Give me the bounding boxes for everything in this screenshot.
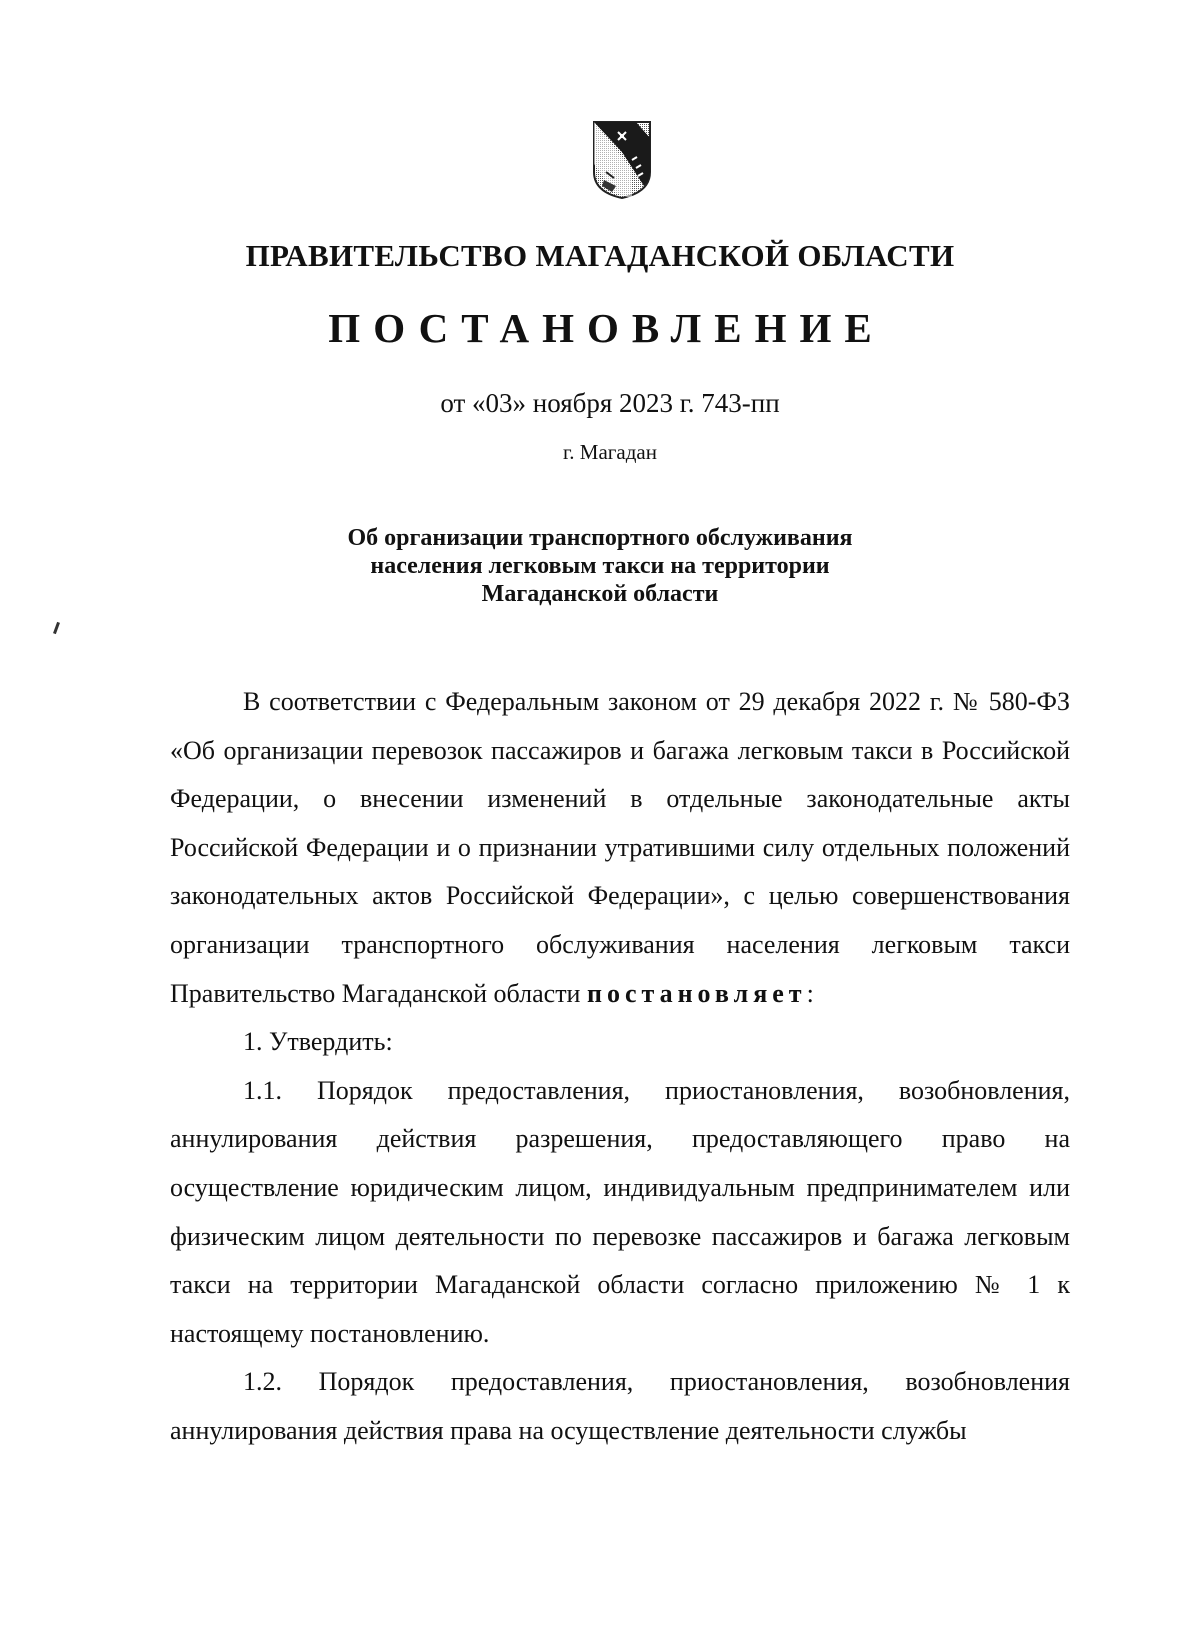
clause-1-1: 1.1. Порядок предоставления, приостановления, возобновления, аннулирования действия разрешения, предоставляющего право на осуществление юридическим лицом, индивидуальным предпринимателем или физическим лицом деятельности по перевозке пассажиров и багажа легковым такси на территории Магаданской области согласно приложению № 1 к настоящему постановлению. xyxy=(170,1075,1070,1348)
preamble-tail: : xyxy=(806,978,814,1008)
document-title xyxy=(0,524,1200,608)
document-title-line: Об организации транспортного обслуживания xyxy=(347,525,853,551)
document-body xyxy=(170,678,1070,1456)
document-date-number: от «03» ноября 2023 г. 743-пп xyxy=(440,388,780,418)
organization-name: ПРАВИТЕЛЬСТВО МАГАДАНСКОЙ ОБЛАСТИ xyxy=(245,238,955,273)
scan-speck xyxy=(53,622,60,634)
preamble-paragraph xyxy=(170,678,1070,1018)
document-type: ПОСТАНОВЛЕНИЕ xyxy=(328,305,885,351)
clause-1: 1. Утвердить: xyxy=(243,1027,393,1057)
decree-keyword: постановляет xyxy=(586,978,807,1008)
document-title-line: населения легковым такси на территории xyxy=(370,553,830,579)
document-title-line: Магаданской области xyxy=(481,581,719,607)
magadan-region-coat-of-arms-icon xyxy=(592,120,652,200)
document-city: г. Магадан xyxy=(563,440,657,464)
preamble-text: В соответствии с Федеральным законом от 29 декабря 2022 г. № 580-ФЗ «Об организации перевозок пассажиров и багажа легковым такси в Российской Федерации, о внесении изменений в отдельные законодательные акты Российской Федерации и о признании утратившими силу отдельных положений законодательных актов Российской Федерации», с целью совершенствования организации транспортного обслуживания населения легковым такси Правительство Магаданской области xyxy=(170,687,1070,1008)
clause-1-2: 1.2. Порядок предоставления, приостановления, возобновления аннулирования действия права на осуществление деятельности службы xyxy=(170,1367,1070,1445)
